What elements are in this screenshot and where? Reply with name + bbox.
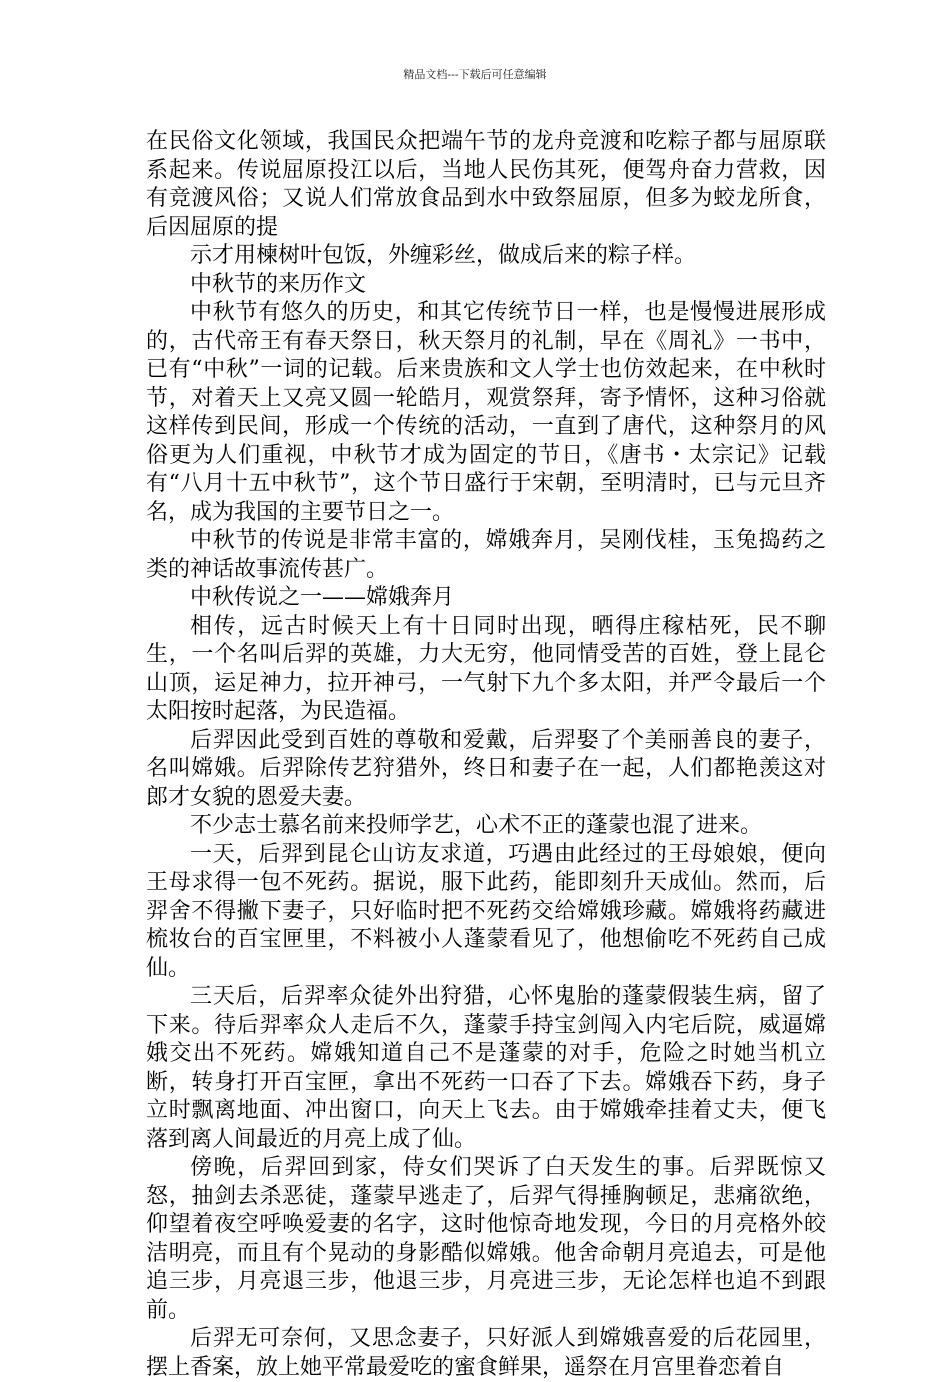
paragraph: 中秋节的传说是非常丰富的，嫦娥奔月，吴刚伐桂，玉兔捣药之类的神话故事流传甚广。 xyxy=(146,528,826,582)
paragraph: 相传，远古时候天上有十日同时出现，晒得庄稼枯死，民不聊生，一个名叫后羿的英雄，力大无穷，他同情受苦的百姓，登上昆仑山顶，运足神力，拉开神弓，一气射下九个多太阳，并严令最后一个太阳按时起落，为民造福。 xyxy=(146,613,826,724)
paragraph: 在民俗文化领域，我国民众把端午节的龙舟竞渡和吃粽子都与屈原联系起来。传说屈原投江以后，当地人民伤其死，便驾舟奋力营救，因有竞渡风俗；又说人们常放食品到水中致祭屈原，但多为蛟龙所食，后因屈原的提 xyxy=(146,129,826,240)
paragraph: 中秋节有悠久的历史，和其它传统节日一样，也是慢慢进展形成的，古代帝王有春天祭日，秋天祭月的礼制，早在《周礼》一书中，已有“中秋”一词的记载。后来贵族和文人学士也仿效起来，在中秋时节，对着天上又亮又圆一轮皓月，观赏祭拜，寄予情怀，这种习俗就这样传到民间，形成一个传统的活动，一直到了唐代，这种祭月的风俗更为人们重视，中秋节才成为固定的节日，《唐书・太宗记》记载有“八月十五中秋节”，这个节日盛行于宋朝，至明清时，已与元旦齐名，成为我国的主要节日之一。 xyxy=(146,300,826,525)
paragraph: 不少志士慕名前来投师学艺，心术不正的蓬蒙也混了进来。 xyxy=(190,813,763,838)
page-header: 精品文档---下载后可任意编辑 xyxy=(403,68,547,81)
section-title: 中秋节的来历作文 xyxy=(190,271,367,297)
paragraph: 后羿无可奈何，又思念妻子，只好派人到嫦娥喜爱的后花园里，摆上香案，放上她平常最爱吃的蜜食鲜果，遥祭在月宫里眷恋着自 xyxy=(146,1326,826,1380)
document-body xyxy=(146,128,826,1382)
paragraph: 三天后，后羿率众徒外出狩猎，心怀鬼胎的蓬蒙假装生病，留了下来。待后羿率众人走后不久，蓬蒙手持宝剑闯入内宅后院，威逼嫦娥交出不死药。嫦娥知道自己不是蓬蒙的对手，危险之时她当机立断，转身打开百宝匣，拿出不死药一口吞了下去。嫦娥吞下药，身子立时飘离地面、冲出窗口，向天上飞去。由于嫦娥牵挂着丈夫，便飞落到离人间最近的月亮上成了仙。 xyxy=(146,984,826,1152)
paragraph: 示才用楝树叶包饭，外缠彩丝，做成后来的粽子样。 xyxy=(190,243,697,268)
paragraph: 傍晚，后羿回到家，侍女们哭诉了白天发生的事。后羿既惊又怒，抽剑去杀恶徒，蓬蒙早逃走了，后羿气得捶胸顿足，悲痛欲绝，仰望着夜空呼唤爱妻的名字，这时他惊奇地发现，今日的月亮格外皎洁明亮，而且有个晃动的身影酷似嫦娥。他舍命朝月亮追去，可是他追三步，月亮退三步，他退三步，月亮进三步，无论怎样也追不到跟前。 xyxy=(146,1155,826,1323)
section-title: 中秋传说之一——嫦娥奔月 xyxy=(190,585,455,610)
paragraph: 一天，后羿到昆仑山访友求道，巧遇由此经过的王母娘娘，便向王母求得一包不死药。据说，服下此药，能即刻升天成仙。然而，后羿舍不得撇下妻子，只好临时把不死药交给嫦娥珍藏。嫦娥将药藏进梳妆台的百宝匣里，不料被小人蓬蒙看见了，他想偷吃不死药自己成仙。 xyxy=(146,841,826,981)
paragraph: 后羿因此受到百姓的尊敬和爱戴，后羿娶了个美丽善良的妻子，名叫嫦娥。后羿除传艺狩猎外，终日和妻子在一起，人们都艳羡这对郎才女貌的恩爱夫妻。 xyxy=(146,727,826,810)
